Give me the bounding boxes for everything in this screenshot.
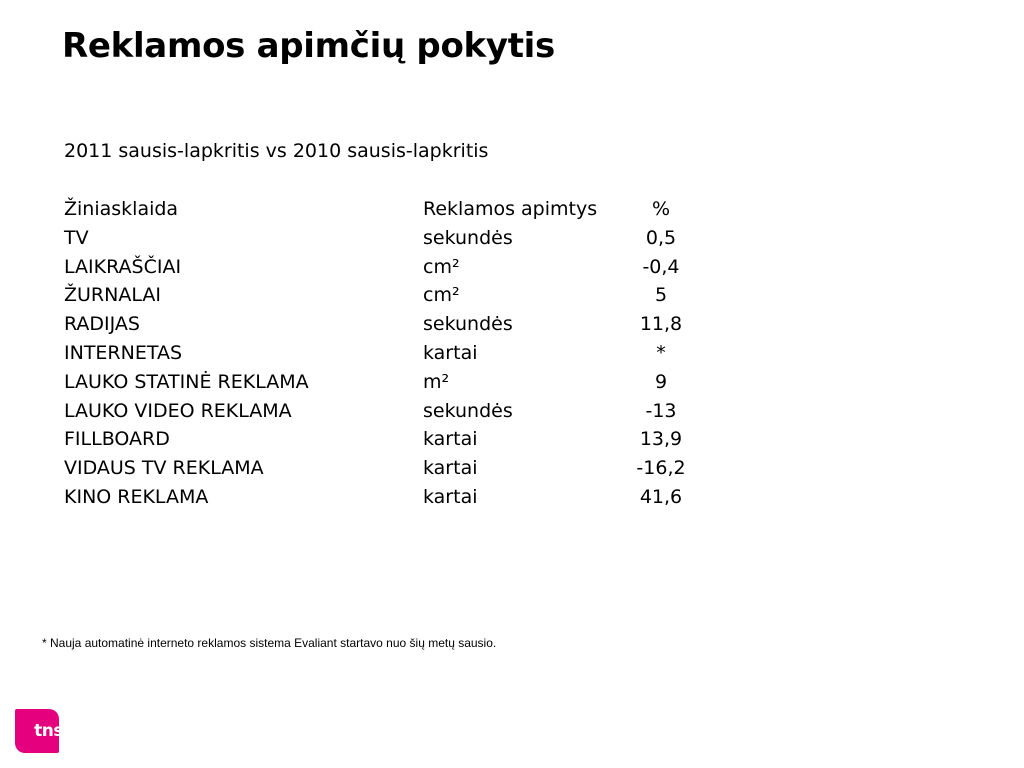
logo-text: tns [34,721,63,741]
unit-cell: sekundės [423,399,513,422]
page-title: Reklamos apimčių pokytis [62,26,555,66]
table-row [64,368,744,397]
media-cell: INTERNETAS [64,341,183,364]
table-row [64,224,744,253]
table-header-row [64,195,744,224]
footnote: * Nauja automatinė interneto reklamos sistema Evaliant startavo nuo šių metų sausio. [42,636,497,650]
table-row [64,454,744,483]
table-row [64,281,744,310]
percent-cell: -13 [645,399,677,422]
table-row [64,483,744,512]
percent-cell: 5 [654,284,668,307]
table-row [64,310,744,339]
media-cell: RADIJAS [64,313,140,336]
unit-cell: cm² [423,284,460,307]
media-cell: LAUKO VIDEO REKLAMA [64,399,292,422]
unit-cell: sekundės [423,313,513,336]
unit-cell: m² [423,370,450,393]
percent-cell: 0,5 [645,226,677,249]
unit-cell: kartai [423,341,478,364]
media-cell: VIDAUS TV REKLAMA [64,457,264,480]
media-cell: TV [64,226,89,249]
header-percent: % [651,198,671,220]
media-cell: LAIKRAŠČIAI [64,255,182,278]
percent-cell: -0,4 [642,255,680,278]
header-media: Žiniasklaida [64,198,179,220]
unit-cell: kartai [423,457,478,480]
media-cell: ŽURNALAI [64,284,161,307]
unit-cell: cm² [423,255,460,278]
media-cell: KINO REKLAMA [64,485,209,508]
table-row [64,339,744,368]
period-subtitle: 2011 sausis-lapkritis vs 2010 sausis-lapkritis [64,140,489,162]
table-row [64,397,744,426]
media-cell: FILLBOARD [64,428,170,451]
unit-cell: kartai [423,485,478,508]
table-row [64,425,744,454]
unit-cell: sekundės [423,226,513,249]
percent-cell: 41,6 [639,485,683,508]
ad-volume-table [64,195,744,512]
percent-cell: -16,2 [636,457,686,480]
percent-cell: 9 [654,370,668,393]
percent-cell: 11,8 [639,313,683,336]
percent-cell: 13,9 [639,428,683,451]
unit-cell: kartai [423,428,478,451]
media-cell: LAUKO STATINĖ REKLAMA [64,370,309,393]
table-row [64,253,744,282]
tns-logo [15,709,63,753]
header-unit: Reklamos apimtys [423,198,598,220]
percent-cell: * [656,341,666,364]
